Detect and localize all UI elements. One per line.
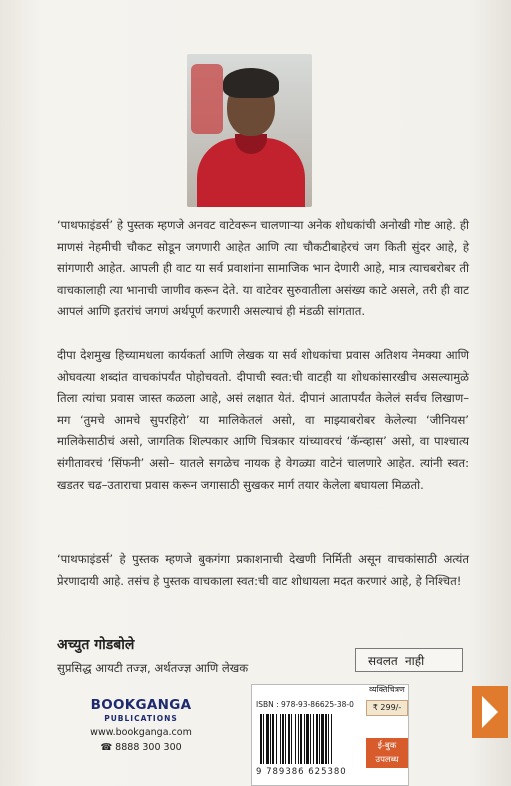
publisher-block [81, 697, 201, 753]
isbn-label: ISBN : 978-93-86625-38-0 [256, 700, 354, 709]
price-tag: ₹ 299/- [366, 700, 408, 716]
ebook-badge: ई-बुक उपलब्ध [366, 738, 408, 768]
barcode [258, 714, 366, 764]
blurb-paragraph-1: ‘पाथफाइंडर्स’ हे पुस्तक म्हणजे अनवट वाटेवरून चालणाऱ्या अनेक शोधकांची अनोखी गोष्ट आहे. ही माणसं नेहमीची चौकट सोडून जगणारी आहेत आणि त्या चौकटीबाहेरचं जग किती सुंदर आहे, हे सांगणारी आहेत. आपली ही वाट या सर्व प्रवाशांना सामाजिक भान देणारी आहे, मात्र त्याचबरोबर ती वाचकालाही त्या भानाची जाणीव करून देते. या वाटेवर सुरुवातीला असंख्य काटे असले, तरी ही वाट आपलं आणि इतरांचं जगणं अर्थपूर्ण करणारी असल्याचं ही मंडळी सांगतात. [57, 218, 469, 319]
publisher-logo-sub: PUBLICATIONS [104, 714, 178, 723]
category-label: व्यक्तिचित्रण [369, 685, 405, 694]
blurb-paragraph-2: दीपा देशमुख हिच्यामधला कार्यकर्ता आणि लेखक या सर्व शोधकांचा प्रवास अतिशय नेमक्या आणि ओघवत्या शब्दांत वाचकांपर्यंत पोहोचवतो. दीपाची स्वत:ची वाटही या शोधकांसारखीच असल्यामुळे तिला त्यांचा प्रवास जास्त कळला आहे, असं लक्षात येतं. दीपानं आतापर्यंत केलेलं सर्वच लिखाण– मग ‘तुमचे आमचे सुपरहिरो’ या मालिकेतलं असो, वा माझ्याबरोबर केलेल्या ‘जीनियस’ मालिकेसाठीचं असो, जागतिक शिल्पकार आणि चित्रकार यांच्यावरचं ‘कॅन्व्हास’ असो, वा पाश्चात्य संगीतावरचं ‘सिंफनी’ असो– यातले सगळेच नायक हे वेगळ्या वाटेनं चालणारे आहेत. त्यांनी स्वत: खडतर चढ–उताराचा प्रवास करून जगासाठी सुखकर मार्ग तयार केलेला बघायला मिळतो. [57, 348, 469, 492]
author-name: अच्युत गोडबोले [57, 637, 135, 653]
publisher-logo: BOOKGANGA [90, 697, 192, 713]
publisher-phone: ☎ 8888 300 300 [100, 742, 182, 753]
publisher-mark-icon [472, 686, 508, 738]
barcode-number: 9 789386 625380 [256, 767, 347, 777]
author-description: सुप्रसिद्ध आयटी तज्ज्ञ, अर्थतज्ज्ञ आणि लेखक [57, 661, 249, 675]
author-photo [187, 54, 312, 207]
publisher-url[interactable]: www.bookganga.com [90, 727, 192, 738]
blurb-paragraph-3: ‘पाथफाइंडर्स’ हे पुस्तक म्हणजे बुकगंगा प्रकाशनाची देखणी निर्मिती असून वाचकांसाठी अत्यंत प्रेरणादायी आहे. तसंच हे पुस्तक वाचकाला स्वत:ची वाट शोधायला मदत करणारं आहे, हे निश्चित! [57, 552, 469, 588]
discount-stamp: सवलत नाही [355, 648, 463, 672]
